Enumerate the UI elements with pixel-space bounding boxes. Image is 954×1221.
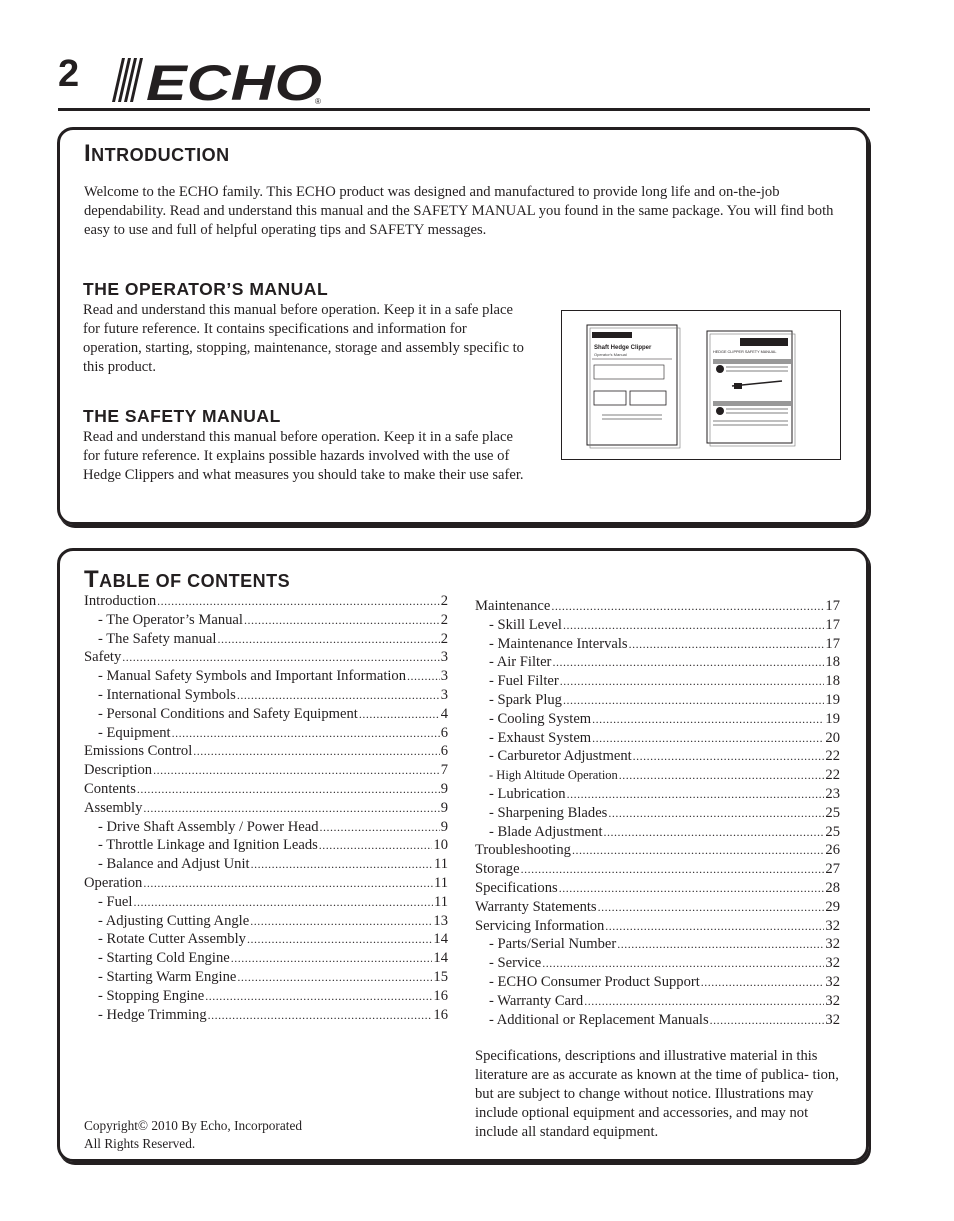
toc-entry-label: Contents	[84, 780, 136, 797]
toc-leader-dots	[247, 930, 432, 949]
toc-entry-label: Storage	[475, 861, 520, 878]
safety-manual-thumb-title: HEDGE CLIPPER SAFETY MANUAL	[713, 350, 777, 354]
toc-entry-page: 3	[440, 686, 448, 703]
toc-entry-page: 32	[825, 936, 840, 953]
toc-entry-label: - Warranty Card	[489, 992, 584, 1009]
toc-entry[interactable]	[84, 742, 448, 761]
introduction-title: INTRODUCTION	[84, 140, 230, 167]
toc-entry[interactable]	[84, 818, 448, 837]
toc-entry[interactable]	[475, 954, 840, 973]
toc-entry-page: 18	[825, 673, 840, 690]
toc-entry[interactable]	[84, 761, 448, 780]
toc-leader-dots	[521, 860, 825, 879]
svg-text:®: ®	[315, 97, 321, 104]
toc-entry-label: - Manual Safety Symbols and Important Information	[98, 668, 407, 685]
toc-entry-page: 17	[825, 616, 840, 633]
toc-entry-label: - Service	[489, 955, 542, 972]
safety-manual-title: THE SAFETY MANUAL	[83, 406, 281, 426]
toc-entry[interactable]	[84, 836, 448, 855]
toc-entry-label: - Fuel	[98, 893, 133, 910]
toc-entry-label: - Air Filter	[489, 654, 552, 671]
toc-leader-dots	[563, 691, 824, 710]
toc-entry-page: 15	[433, 968, 448, 985]
toc-entry-page: 32	[825, 1011, 840, 1028]
toc-entry[interactable]	[84, 724, 448, 743]
toc-entry-page: 32	[825, 917, 840, 934]
toc-leader-dots	[157, 592, 440, 611]
toc-leader-dots	[542, 954, 824, 973]
toc-entry-page: 22	[825, 748, 840, 765]
toc-entry[interactable]	[475, 973, 840, 992]
toc-entry[interactable]	[475, 616, 840, 635]
toc-leader-dots	[608, 804, 824, 823]
toc-entry-label: Assembly	[84, 799, 143, 816]
toc-entry[interactable]	[475, 841, 840, 860]
toc-entry-label: Operation	[84, 874, 143, 891]
toc-leader-dots	[605, 917, 824, 936]
toc-entry-label: - Carburetor Adjustment	[489, 748, 632, 765]
toc-entry[interactable]	[84, 799, 448, 818]
toc-leader-dots	[217, 630, 439, 649]
toc-leader-dots	[617, 935, 824, 954]
toc-entry-label: - Parts/Serial Number	[489, 936, 617, 953]
toc-leader-dots	[551, 597, 824, 616]
toc-leader-dots	[567, 785, 825, 804]
toc-entry-page: 9	[440, 780, 448, 797]
toc-entry-page: 32	[825, 992, 840, 1009]
toc-entry[interactable]	[475, 747, 840, 766]
toc-entry-label: Maintenance	[475, 598, 551, 614]
toc-entry[interactable]	[84, 893, 448, 912]
toc-entry[interactable]	[84, 987, 448, 1006]
manual-covers-image	[562, 311, 839, 458]
page-number: 2	[58, 53, 80, 95]
toc-leader-dots	[559, 879, 825, 898]
toc-leader-dots	[193, 742, 439, 761]
toc-entry[interactable]	[475, 804, 840, 823]
toc-entry-label: - Cooling System	[489, 710, 592, 727]
toc-entry-label: Servicing Information	[475, 917, 605, 934]
toc-entry-label: - Spark Plug	[489, 691, 562, 708]
toc-leader-dots	[320, 818, 440, 837]
toc-entry-page: 17	[825, 635, 840, 652]
toc-entry[interactable]	[475, 823, 840, 842]
toc-entry-label: - Additional or Replacement Manuals	[489, 1011, 709, 1028]
copyright	[84, 1117, 302, 1153]
toc-entry-label: - Starting Warm Engine	[98, 968, 237, 985]
toc-entry-label: Introduction	[84, 593, 157, 609]
toc-leader-dots	[250, 912, 432, 931]
toc-entry-label: - Skill Level	[489, 616, 562, 633]
toc-leader-dots	[710, 1011, 825, 1030]
toc-leader-dots	[205, 987, 432, 1006]
toc-leader-dots	[560, 672, 825, 691]
manuals-illustration	[561, 310, 841, 460]
toc-entry-page: 18	[825, 654, 840, 671]
toc-entry[interactable]	[84, 855, 448, 874]
toc-entry[interactable]	[475, 992, 840, 1011]
safety-manual-body: Read and understand this manual before operation. Keep it in a safe place for future reference. It explains possible hazards involved with the use of Hedge Clippers and what measures you should take to make their use safer.	[83, 429, 524, 483]
toc-entry[interactable]	[475, 710, 840, 729]
toc-entry[interactable]	[84, 667, 448, 686]
toc-leader-dots	[208, 1006, 433, 1025]
toc-entry[interactable]	[84, 705, 448, 724]
toc-entry[interactable]	[84, 930, 448, 949]
echo-logo	[108, 56, 328, 104]
toc-entry-page: 16	[433, 1006, 448, 1023]
toc-leader-dots	[143, 799, 439, 818]
toc-left-column	[84, 592, 448, 1024]
toc-entry-page: 22	[825, 767, 840, 784]
toc-entry-page: 19	[825, 710, 840, 727]
toc-entry-page: 14	[433, 931, 448, 948]
toc-entry-label: - Sharpening Blades	[489, 804, 608, 821]
toc-entry[interactable]	[84, 648, 448, 667]
toc-entry-page: 10	[433, 837, 448, 854]
operators-manual-title: THE OPERATOR’S MANUAL	[83, 279, 329, 299]
toc-entry-page: 20	[825, 729, 840, 746]
toc-leader-dots	[633, 747, 825, 766]
toc-entry-label: - Drive Shaft Assembly / Power Head	[98, 818, 319, 835]
toc-entry-page: 2	[440, 593, 448, 609]
toc-entry-page: 28	[825, 879, 840, 896]
toc-entry-page: 25	[825, 823, 840, 840]
toc-leader-dots	[143, 874, 433, 893]
toc-entry-label: - Blade Adjustment	[489, 823, 603, 840]
toc-entry-page: 2	[440, 630, 448, 647]
toc-entry-label: - Equipment	[98, 724, 171, 741]
toc-leader-dots	[319, 836, 433, 855]
toc-entry-page: 7	[440, 762, 448, 779]
toc-entry-page: 19	[825, 691, 840, 708]
toc-entry-label: - Lubrication	[489, 785, 566, 802]
toc-entry-label: Safety	[84, 649, 122, 666]
toc-leader-dots	[598, 898, 825, 917]
toc-entry-label: Emissions Control	[84, 743, 193, 760]
toc-entry[interactable]	[475, 766, 840, 785]
toc-entry-label: - Fuel Filter	[489, 673, 559, 690]
toc-leader-dots	[237, 968, 432, 987]
copyright-line-2: All Rights Reserved.	[84, 1136, 196, 1151]
toc-entry-label: - The Safety manual	[98, 630, 217, 647]
toc-entry-page: 32	[825, 973, 840, 990]
toc-entry-page: 26	[825, 842, 840, 859]
toc-entry[interactable]	[475, 879, 840, 898]
toc-entry-label: - Maintenance Intervals	[489, 635, 628, 652]
toc-entry-label: - Personal Conditions and Safety Equipment	[98, 705, 358, 722]
toc-entry[interactable]	[475, 785, 840, 804]
toc-entry-page: 11	[433, 893, 448, 910]
toc-entry-page: 3	[440, 668, 448, 685]
operators-manual-thumb-title: Shaft Hedge Clipper	[594, 345, 652, 351]
toc-entry-page: 9	[440, 818, 448, 835]
toc-entry-page: 9	[440, 799, 448, 816]
toc-entry[interactable]	[84, 874, 448, 893]
toc-entry-page: 3	[440, 649, 448, 666]
toc-entry[interactable]	[84, 949, 448, 968]
toc-entry-page: 13	[433, 912, 448, 929]
toc-entry-label: - High Altitude Operation	[489, 768, 618, 783]
toc-entry[interactable]	[84, 611, 448, 630]
toc-entry-page: 11	[433, 856, 448, 873]
toc-entry[interactable]	[475, 653, 840, 672]
toc-leader-dots	[153, 761, 440, 780]
toc-entry[interactable]	[84, 912, 448, 931]
toc-leader-dots	[592, 710, 824, 729]
copyright-line-1: Copyright© 2010 By Echo, Incorporated	[84, 1118, 303, 1133]
toc-entry-label: - Balance and Adjust Unit	[98, 856, 250, 873]
toc-leader-dots	[237, 686, 440, 705]
toc-leader-dots	[359, 705, 440, 724]
toc-leader-dots	[231, 949, 433, 968]
toc-entry-label: - The Operator’s Manual	[98, 611, 243, 628]
toc-entry-label: - Hedge Trimming	[98, 1006, 207, 1023]
toc-entry-page: 11	[433, 874, 448, 891]
introduction-body: Welcome to the ECHO family. This ECHO product was designed and manufactured to provide long life and on-the-job dependability. Read and understand this manual and the SAFETY MANUAL you found in the same package. You will find both easy to use and full of helpful operating tips and SAFETY messages.	[84, 184, 834, 238]
toc-entry-page: 6	[440, 724, 448, 741]
toc-entry-page: 27	[825, 861, 840, 878]
toc-entry-label: - ECHO Consumer Product Support	[489, 973, 700, 990]
toc-entry[interactable]	[475, 672, 840, 691]
toc-entry-label: Description	[84, 762, 153, 779]
toc-leader-dots	[407, 667, 440, 686]
toc-entry[interactable]	[475, 729, 840, 748]
toc-entry-label: - International Symbols	[98, 686, 236, 703]
toc-leader-dots	[122, 648, 439, 667]
operators-manual-body: Read and understand this manual before operation. Keep it in a safe place for future reference. It contains specifications and information for operation, starting, stopping, maintenance, storage and assembly specific to this product.	[83, 302, 524, 375]
toc-entry-label: - Exhaust System	[489, 729, 592, 746]
toc-entry-page: 25	[825, 804, 840, 821]
toc-leader-dots	[133, 893, 432, 912]
toc-entry-page: 23	[825, 785, 840, 802]
toc-entry-label: Troubleshooting	[475, 842, 571, 859]
toc-entry[interactable]	[84, 630, 448, 649]
toc-leader-dots	[604, 823, 825, 842]
toc-leader-dots	[619, 766, 825, 785]
toc-entry-label: - Stopping Engine	[98, 987, 205, 1004]
toc-entry[interactable]	[475, 691, 840, 710]
operators-manual-thumb-subtitle: Operator's Manual	[594, 352, 627, 357]
svg-text:ECHO: ECHO	[146, 56, 323, 104]
toc-entry[interactable]	[475, 898, 840, 917]
toc-leader-dots	[629, 635, 825, 654]
toc-leader-dots	[172, 724, 440, 743]
toc-entry[interactable]	[475, 597, 840, 616]
toc-entry[interactable]	[84, 1006, 448, 1025]
toc-leader-dots	[701, 973, 825, 992]
toc-entry-page: 4	[440, 705, 448, 722]
toc-title: TABLE OF CONTENTS	[84, 566, 291, 593]
toc-entry[interactable]	[475, 860, 840, 879]
toc-leader-dots	[251, 855, 433, 874]
toc-leader-dots	[552, 653, 824, 672]
header-rule	[58, 108, 870, 111]
toc-entry-page: 17	[825, 598, 840, 614]
toc-entry-label: - Starting Cold Engine	[98, 950, 230, 967]
toc-leader-dots	[244, 611, 440, 630]
disclaimer: Specifications, descriptions and illustrative material in this literature are as accurate as known at the time of publica- tion, but are subject to change without notice. Illustrations may include optional equipment and accessories, and may not include all standard equipment.	[475, 1048, 839, 1140]
toc-right-column	[475, 597, 840, 1029]
toc-entry-page: 16	[433, 987, 448, 1004]
toc-entry-page: 29	[825, 898, 840, 915]
toc-leader-dots	[592, 729, 824, 748]
toc-leader-dots	[137, 780, 440, 799]
toc-entry-label: - Throttle Linkage and Ignition Leads	[98, 837, 318, 854]
toc-entry[interactable]	[84, 686, 448, 705]
toc-leader-dots	[584, 992, 824, 1011]
toc-entry[interactable]	[84, 968, 448, 987]
toc-leader-dots	[563, 616, 824, 635]
toc-entry[interactable]	[475, 1011, 840, 1030]
toc-entry[interactable]	[84, 780, 448, 799]
toc-entry[interactable]	[84, 592, 448, 611]
toc-entry[interactable]	[475, 917, 840, 936]
toc-entry-page: 6	[440, 743, 448, 760]
toc-entry-page: 14	[433, 950, 448, 967]
toc-entry-label: - Rotate Cutter Assembly	[98, 931, 246, 948]
toc-entry[interactable]	[475, 935, 840, 954]
toc-entry-label: Warranty Statements	[475, 898, 597, 915]
toc-entry-label: - Adjusting Cutting Angle	[98, 912, 250, 929]
toc-entry-page: 2	[440, 611, 448, 628]
toc-leader-dots	[572, 841, 824, 860]
toc-entry-label: Specifications	[475, 879, 558, 896]
toc-entry-page: 32	[825, 955, 840, 972]
toc-entry[interactable]	[475, 635, 840, 654]
